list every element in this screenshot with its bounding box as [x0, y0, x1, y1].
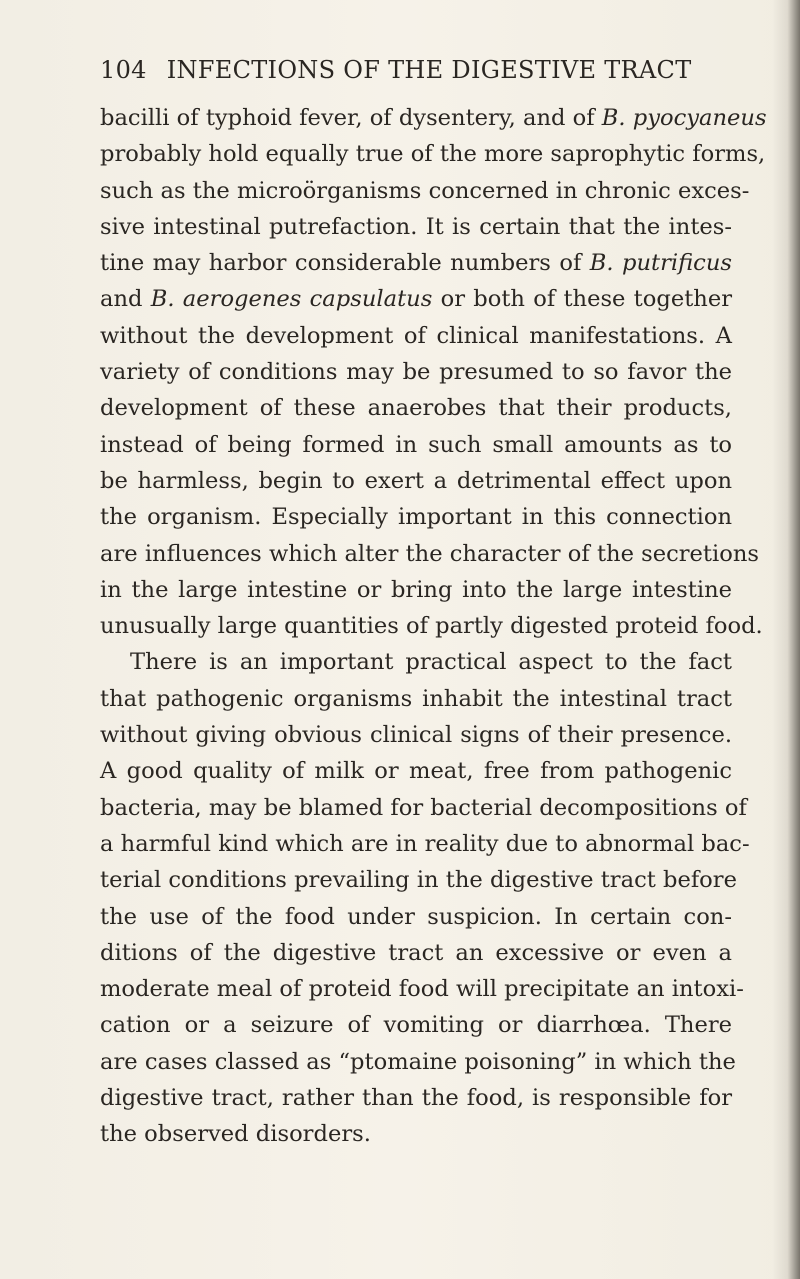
- text-run: development of these anaerobes that their products,: [100, 395, 732, 422]
- text-line: [100, 935, 732, 971]
- italic-term: B. pyocyaneus: [601, 105, 767, 131]
- text-run: A good quality of milk or meat, free from pathogenic: [100, 758, 732, 785]
- italic-term: B. aerogenes capsulatus: [150, 286, 433, 313]
- text-run: that pathogenic organisms inhabit the intestinal tract: [100, 685, 732, 712]
- text-line: [100, 463, 732, 499]
- text-line: [100, 1116, 732, 1152]
- text-run: a harmful kind which are in reality due to abnormal bac-: [100, 830, 750, 857]
- text-run: sive intestinal putrefaction. It is certain that the intes-: [100, 213, 732, 240]
- text-line: [100, 644, 732, 680]
- page-number: 104: [100, 56, 147, 84]
- text-run: ditions of the digestive tract an excessive or even a: [100, 939, 732, 966]
- text-line: [100, 1080, 732, 1116]
- text-line: [100, 245, 732, 281]
- text-run: variety of conditions may be presumed to so favor the: [100, 359, 732, 386]
- text-line: [100, 1044, 736, 1080]
- text-run: bacteria, may be blamed for bacterial decompositions of: [100, 794, 747, 821]
- text-line: [100, 536, 759, 572]
- text-line: [100, 427, 732, 463]
- text-run: terial conditions prevailing in the digestive tract before: [100, 867, 737, 894]
- text-run: in the large intestine or bring into the large intestine: [100, 576, 732, 603]
- text-line: [100, 499, 732, 535]
- text-run: such as the microörganisms concerned in chronic exces-: [100, 177, 750, 204]
- running-head: [100, 56, 750, 84]
- text-line: [100, 753, 732, 789]
- text-run: are cases classed as “ptomaine poisoning” in which the: [100, 1048, 736, 1075]
- text-run: probably hold equally true of the more saprophytic forms,: [100, 141, 766, 168]
- text-run: cation or a seizure of vomiting or diarrhœa. There: [100, 1012, 732, 1039]
- text-run: There is an important practical aspect to the fact: [130, 649, 732, 676]
- text-line: [100, 100, 767, 136]
- text-run: the organism. Especially important in this connection: [100, 504, 732, 531]
- text-run: the use of the food under suspicion. In certain con-: [100, 903, 732, 930]
- page-edge-shadow: [772, 0, 800, 1279]
- text-line: [100, 390, 732, 426]
- text-line: [100, 971, 744, 1007]
- text-run: without the development of clinical manifestations. A: [100, 322, 732, 349]
- text-line: [100, 717, 732, 753]
- running-title: INFECTIONS OF THE DIGESTIVE TRACT: [166, 56, 692, 84]
- text-run: the observed disorders.: [100, 1121, 371, 1148]
- text-run: instead of being formed in such small amounts as to: [100, 431, 732, 458]
- text-line: [100, 354, 732, 390]
- text-run: be harmless, begin to exert a detrimental effect upon: [100, 467, 732, 494]
- text-line: [100, 318, 732, 354]
- text-run: bacilli of typhoid fever, of dysentery, and of: [100, 105, 602, 131]
- text-run: without giving obvious clinical signs of their presence.: [100, 722, 732, 749]
- text-line: [100, 681, 732, 717]
- text-run: tine may harbor considerable numbers of: [100, 250, 590, 277]
- text-line: [100, 608, 763, 644]
- text-run: digestive tract, rather than the food, is responsible for: [100, 1085, 732, 1112]
- text-line: [100, 281, 732, 317]
- text-run: and: [100, 286, 151, 313]
- text-line: [100, 862, 737, 898]
- text-line: [100, 899, 732, 935]
- italic-term: B. putrificus: [589, 250, 732, 277]
- text-line: [100, 173, 750, 209]
- body-text: [100, 100, 767, 1153]
- text-line: [100, 790, 747, 826]
- text-line: [100, 826, 750, 862]
- text-line: [100, 572, 732, 608]
- text-run: or both of these together: [432, 286, 732, 313]
- text-run: unusually large quantities of partly digested proteid food.: [100, 613, 763, 640]
- text-run: are influences which alter the character of the secretions: [100, 540, 759, 567]
- text-run: moderate meal of proteid food will precipitate an intoxi-: [100, 976, 744, 1003]
- text-line: [100, 1007, 732, 1043]
- text-line: [100, 136, 766, 172]
- text-line: [100, 209, 732, 245]
